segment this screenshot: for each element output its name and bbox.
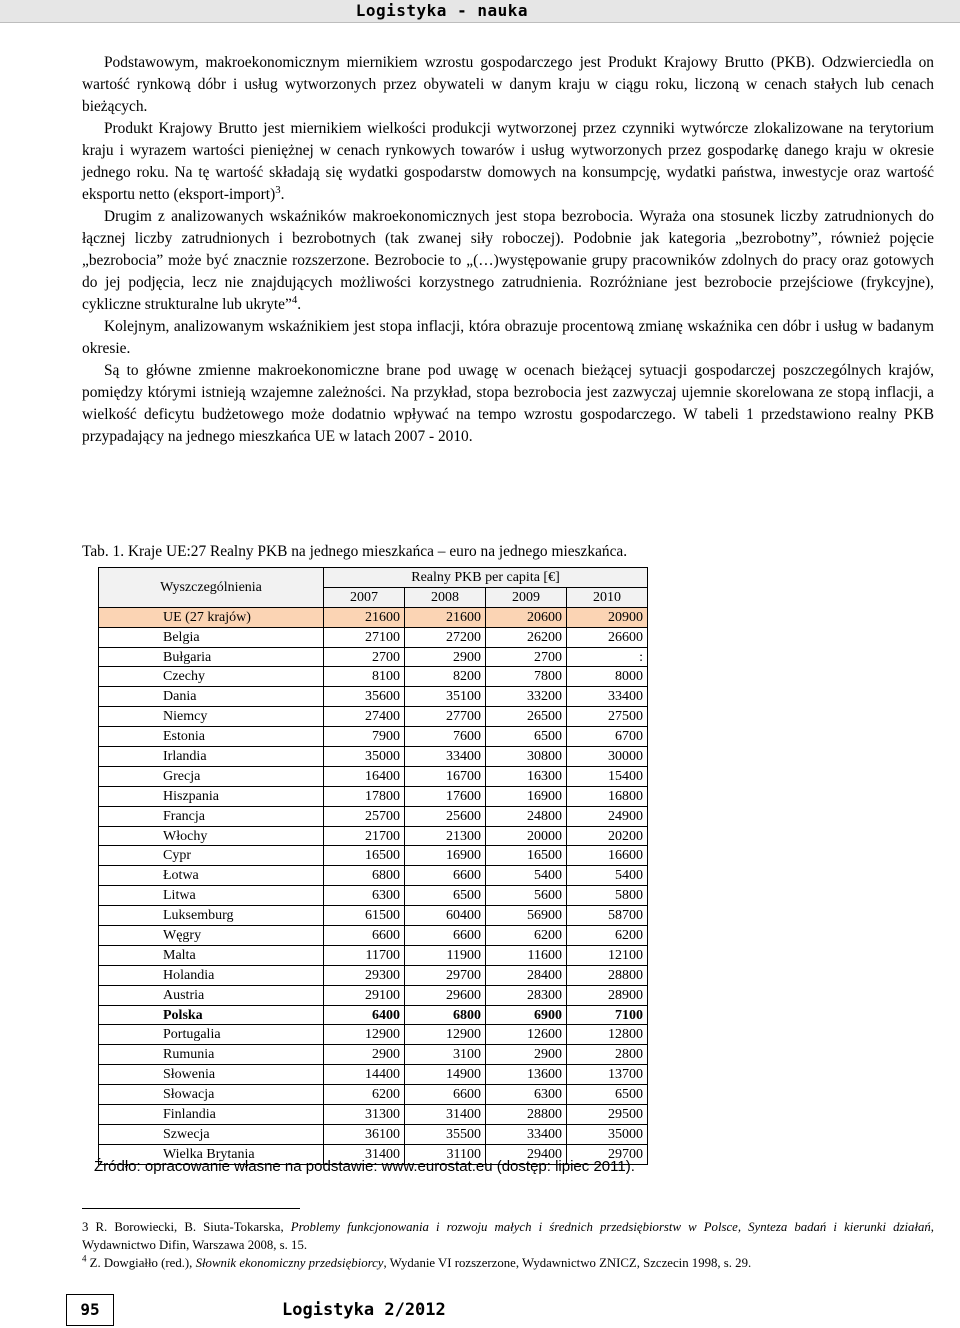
value-cell: 6500	[486, 727, 567, 747]
value-cell: 20000	[486, 826, 567, 846]
value-cell: 2800	[567, 1045, 648, 1065]
value-cell: 6300	[324, 886, 405, 906]
value-cell: 29700	[567, 1144, 648, 1164]
value-cell: 29300	[324, 965, 405, 985]
header-title: Logistyka - nauka	[355, 1, 528, 20]
footnote-publisher: , Wydanie VI rozszerzone, Wydawnictwo ZNICZ, Szczecin 1998, s. 29.	[383, 1256, 752, 1270]
value-cell: 26200	[486, 627, 567, 647]
country-cell: Belgia	[99, 627, 324, 647]
value-cell: 27700	[405, 707, 486, 727]
value-cell: 2700	[486, 647, 567, 667]
value-cell: 14400	[324, 1065, 405, 1085]
country-cell: Węgry	[99, 926, 324, 946]
value-cell: 6600	[405, 926, 486, 946]
value-cell: 17800	[324, 786, 405, 806]
journal-title: Logistyka 2/2012	[282, 1300, 446, 1320]
paragraph-3-text: Drugim z analizowanych wskaźników makroekonomicznych jest stopa bezrobocia. Wyraża ona stosunek liczby zatrudnionych do łącznej liczby zatrudnionych i bezrobotnych (tak zwanej siły roboczej). Podobnie jak kategoria „bezrobotny”, również pojęcie „bezrobocia” może być znacznie rozszerzone. Bezrobocie to „(…)występowanie grupy pracowników zdolnych do pracy oraz gotowych do jej podjęcia, lecz nie znajdujących możliwości korzystnego zatrudnienia. Rozróżniane jest bezrobocie przejściowe (frykcyjne), cykliczne strukturalne lub ukryte”	[82, 208, 934, 313]
value-cell: 24900	[567, 806, 648, 826]
value-cell: 29100	[324, 985, 405, 1005]
footnote-ref-3[interactable]: 3	[275, 183, 281, 196]
country-cell: Rumunia	[99, 1045, 324, 1065]
value-cell: 21600	[324, 607, 405, 627]
table-row	[99, 826, 648, 846]
page-number: 95	[66, 1294, 114, 1326]
footnote-divider	[82, 1208, 300, 1209]
footnote-title: Problemy funkcjonowania i rozwoju małych i średnich przedsiębiorstw w Polsce, Synteza badań i kierunki działań	[290, 1220, 931, 1234]
table-row	[99, 786, 648, 806]
table-row	[99, 906, 648, 926]
table-row	[99, 607, 648, 627]
value-cell: 27500	[567, 707, 648, 727]
value-cell: 6500	[567, 1085, 648, 1105]
value-cell: 36100	[324, 1124, 405, 1144]
value-cell: 31400	[405, 1105, 486, 1125]
table-row	[99, 866, 648, 886]
table-row	[99, 886, 648, 906]
running-header	[0, 0, 960, 23]
value-cell: 16600	[567, 846, 648, 866]
paragraph-2	[82, 118, 934, 206]
table-row	[99, 1124, 648, 1144]
country-cell: Portugalia	[99, 1025, 324, 1045]
footnote-authors: Z. Dowgiałło (red.),	[86, 1256, 196, 1270]
value-cell: 7900	[324, 727, 405, 747]
value-cell: 35600	[324, 687, 405, 707]
value-cell: 5400	[486, 866, 567, 886]
value-cell: 35500	[405, 1124, 486, 1144]
table-row	[99, 727, 648, 747]
value-cell: 31300	[324, 1105, 405, 1125]
table-row	[99, 1045, 648, 1065]
value-cell: 8200	[405, 667, 486, 687]
table-row	[99, 647, 648, 667]
value-cell: 7600	[405, 727, 486, 747]
value-cell: 31100	[405, 1144, 486, 1164]
country-cell: Estonia	[99, 727, 324, 747]
value-cell: 33400	[567, 687, 648, 707]
country-cell: Łotwa	[99, 866, 324, 886]
value-cell: 28800	[486, 1105, 567, 1125]
value-cell: 7800	[486, 667, 567, 687]
value-cell: 14900	[405, 1065, 486, 1085]
value-cell: 6200	[567, 926, 648, 946]
country-cell: Luksemburg	[99, 906, 324, 926]
table-row	[99, 926, 648, 946]
value-cell: 28800	[567, 965, 648, 985]
table-row	[99, 1105, 648, 1125]
country-cell: Niemcy	[99, 707, 324, 727]
header-year: 2010	[567, 587, 648, 607]
value-cell: 27400	[324, 707, 405, 727]
table-row	[99, 945, 648, 965]
value-cell: 16500	[486, 846, 567, 866]
value-cell: 16400	[324, 766, 405, 786]
paragraph-5: Są to główne zmienne makroekonomiczne brane pod uwagę w ocenach bieżącej sytuacji gospodarczej poszczególnych krajów, pomiędzy którymi istnieją wzajemne zależności. Na przykład, stopa bezrobocia jest zazwyczaj ujemnie skorelowana ze stopą inflacji, a wielkość deficytu budżetowego może dodatnio wpływać na tempo wzrostu gospodarczego. W tabeli 1 przedstawiono realny PKB przypadający na jednego mieszkańca UE w latach 2007 - 2010.	[82, 362, 934, 445]
value-cell: 33400	[405, 747, 486, 767]
table-row	[99, 766, 648, 786]
value-cell: 21300	[405, 826, 486, 846]
value-cell: 28300	[486, 985, 567, 1005]
header-year: 2009	[486, 587, 567, 607]
value-cell: 28900	[567, 985, 648, 1005]
table-source: Źródło: opracowanie własne na podstawie: www.eurostat.eu (dostęp: lipiec 2011).	[94, 1158, 635, 1175]
value-cell: 26600	[567, 627, 648, 647]
value-cell: 2700	[324, 647, 405, 667]
value-cell: 16300	[486, 766, 567, 786]
table-row	[99, 806, 648, 826]
footnote-3	[82, 1218, 934, 1254]
gdp-table	[98, 567, 648, 1165]
table-row	[99, 1085, 648, 1105]
country-cell: Wielka Brytania	[99, 1144, 324, 1164]
value-cell: 16800	[567, 786, 648, 806]
header-wyszczegolnienia: Wyszczególnienia	[99, 568, 324, 608]
table-row	[99, 667, 648, 687]
table-row	[99, 1025, 648, 1045]
value-cell: 28400	[486, 965, 567, 985]
value-cell: :	[567, 647, 648, 667]
value-cell: 5600	[486, 886, 567, 906]
value-cell: 5800	[567, 886, 648, 906]
country-cell: Litwa	[99, 886, 324, 906]
value-cell: 30000	[567, 747, 648, 767]
value-cell: 16700	[405, 766, 486, 786]
paragraph-3-end: .	[297, 296, 302, 313]
value-cell: 21600	[405, 607, 486, 627]
footnote-title: Słownik ekonomiczny przedsiębiorcy	[195, 1256, 384, 1270]
value-cell: 17600	[405, 786, 486, 806]
footnotes	[82, 1218, 934, 1272]
country-cell: Finlandia	[99, 1105, 324, 1125]
table-row	[99, 846, 648, 866]
value-cell: 56900	[486, 906, 567, 926]
value-cell: 6700	[567, 727, 648, 747]
value-cell: 24800	[486, 806, 567, 826]
country-cell: Irlandia	[99, 747, 324, 767]
footnote-number: 3	[82, 1220, 89, 1234]
value-cell: 30800	[486, 747, 567, 767]
paragraph-1: Podstawowym, makroekonomicznym miernikiem wzrostu gospodarczego jest Produkt Krajowy Brutto (PKB). Odzwierciedla on wartość rynkową dóbr i usług wytworzonych przez obywateli w danym kraju w ciągu roku, liczoną w cenach stałych lub cenach bieżących.	[82, 54, 934, 115]
paragraph-4: Kolejnym, analizowanym wskaźnikiem jest stopa inflacji, która obrazuje procentową zmianę wskaźnika cen dóbr i usług w badanym okresie.	[82, 318, 934, 357]
table-row	[99, 1005, 648, 1025]
paragraph-2-text: Produkt Krajowy Brutto jest miernikiem wielkości produkcji wytworzonej przez czynniki wytwórcze zlokalizowane na terytorium kraju i wyrazem wartości pieniężnej w cenach rynkowych towarów i usług wytworzonych przez gospodarkę danego kraju w okresie jednego roku. Na tę wartość składają się wydatki gospodarstw domowych na konsumpcję, wydatki państwa, inwestycje oraz wartość eksportu netto (eksport-import)	[82, 120, 934, 203]
value-cell: 13600	[486, 1065, 567, 1085]
value-cell: 2900	[486, 1045, 567, 1065]
value-cell: 31400	[324, 1144, 405, 1164]
value-cell: 2900	[324, 1045, 405, 1065]
value-cell: 20900	[567, 607, 648, 627]
table-row	[99, 747, 648, 767]
country-cell: Malta	[99, 945, 324, 965]
body-text	[82, 52, 934, 448]
country-cell: Włochy	[99, 826, 324, 846]
country-cell: Bułgaria	[99, 647, 324, 667]
country-cell: Cypr	[99, 846, 324, 866]
value-cell: 12900	[405, 1025, 486, 1045]
value-cell: 25600	[405, 806, 486, 826]
value-cell: 33200	[486, 687, 567, 707]
value-cell: 13700	[567, 1065, 648, 1085]
value-cell: 33400	[486, 1124, 567, 1144]
value-cell: 6600	[324, 926, 405, 946]
value-cell: 21700	[324, 826, 405, 846]
table-row	[99, 965, 648, 985]
footnote-ref-4[interactable]: 4	[291, 293, 298, 306]
footnote-number: 4	[82, 1253, 87, 1264]
paragraph-3	[82, 206, 934, 316]
value-cell: 20600	[486, 607, 567, 627]
value-cell: 6400	[324, 1005, 405, 1025]
value-cell: 2900	[405, 647, 486, 667]
table-body	[99, 607, 648, 1164]
value-cell: 11600	[486, 945, 567, 965]
value-cell: 3100	[405, 1045, 486, 1065]
footnote-authors: R. Borowiecki, B. Siuta-Tokarska,	[88, 1220, 291, 1234]
value-cell: 25700	[324, 806, 405, 826]
country-cell: Austria	[99, 985, 324, 1005]
value-cell: 6900	[486, 1005, 567, 1025]
country-cell: UE (27 krajów)	[99, 607, 324, 627]
header-realny-pkb: Realny PKB per capita [€]	[324, 568, 648, 588]
value-cell: 11900	[405, 945, 486, 965]
country-cell: Słowenia	[99, 1065, 324, 1085]
value-cell: 12100	[567, 945, 648, 965]
country-cell: Grecja	[99, 766, 324, 786]
country-cell: Holandia	[99, 965, 324, 985]
footnote-publisher: , Wydawnictwo Difin, Warszawa 2008, s. 15.	[82, 1220, 934, 1252]
value-cell: 29600	[405, 985, 486, 1005]
country-cell: Hiszpania	[99, 786, 324, 806]
value-cell: 15400	[567, 766, 648, 786]
table-row	[99, 985, 648, 1005]
value-cell: 5400	[567, 866, 648, 886]
value-cell: 27100	[324, 627, 405, 647]
country-cell: Słowacja	[99, 1085, 324, 1105]
value-cell: 6800	[405, 1005, 486, 1025]
value-cell: 6800	[324, 866, 405, 886]
country-cell: Czechy	[99, 667, 324, 687]
value-cell: 11700	[324, 945, 405, 965]
value-cell: 29700	[405, 965, 486, 985]
value-cell: 16900	[405, 846, 486, 866]
value-cell: 12600	[486, 1025, 567, 1045]
table-row	[99, 1065, 648, 1085]
table-header-row	[99, 568, 648, 588]
value-cell: 16900	[486, 786, 567, 806]
value-cell: 6200	[324, 1085, 405, 1105]
value-cell: 58700	[567, 906, 648, 926]
country-cell: Dania	[99, 687, 324, 707]
value-cell: 6300	[486, 1085, 567, 1105]
value-cell: 61500	[324, 906, 405, 926]
value-cell: 35000	[324, 747, 405, 767]
table-row	[99, 707, 648, 727]
value-cell: 8000	[567, 667, 648, 687]
value-cell: 29400	[486, 1144, 567, 1164]
footnote-4	[82, 1254, 934, 1272]
paragraph-2-end: .	[280, 186, 285, 203]
value-cell: 12900	[324, 1025, 405, 1045]
value-cell: 26500	[486, 707, 567, 727]
value-cell: 27200	[405, 627, 486, 647]
header-year: 2007	[324, 587, 405, 607]
value-cell: 16500	[324, 846, 405, 866]
value-cell: 35100	[405, 687, 486, 707]
value-cell: 6600	[405, 866, 486, 886]
value-cell: 12800	[567, 1025, 648, 1045]
value-cell: 20200	[567, 826, 648, 846]
table-caption: Tab. 1. Kraje UE:27 Realny PKB na jednego mieszkańca – euro na jednego mieszkańca.	[82, 543, 628, 560]
table-row	[99, 627, 648, 647]
value-cell: 35000	[567, 1124, 648, 1144]
country-cell: Szwecja	[99, 1124, 324, 1144]
country-cell: Polska	[99, 1005, 324, 1025]
value-cell: 6500	[405, 886, 486, 906]
value-cell: 8100	[324, 667, 405, 687]
country-cell: Francja	[99, 806, 324, 826]
table-row	[99, 687, 648, 707]
header-year: 2008	[405, 587, 486, 607]
value-cell: 29500	[567, 1105, 648, 1125]
value-cell: 7100	[567, 1005, 648, 1025]
value-cell: 6600	[405, 1085, 486, 1105]
value-cell: 6200	[486, 926, 567, 946]
value-cell: 60400	[405, 906, 486, 926]
